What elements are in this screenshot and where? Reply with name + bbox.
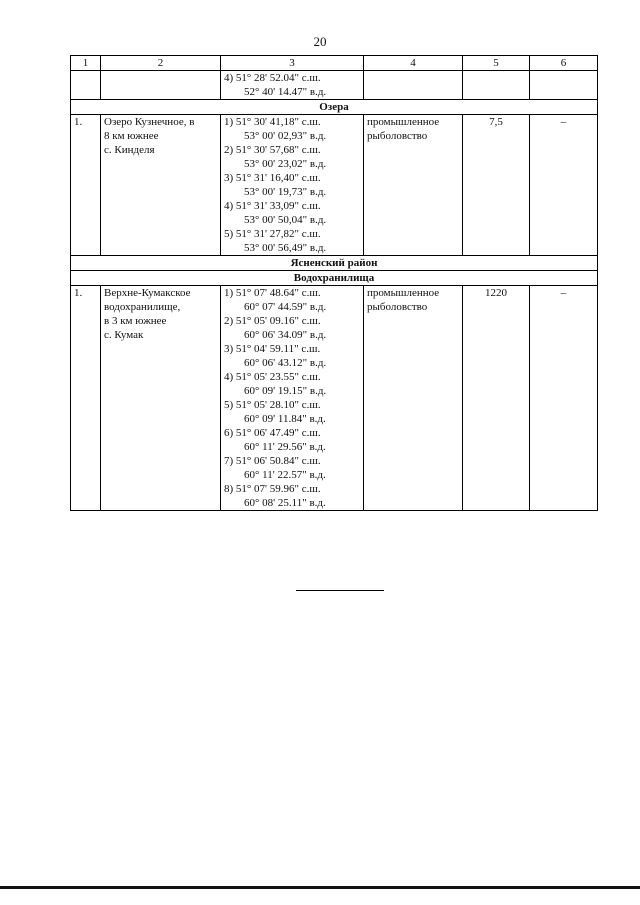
coordinate-point: 8) 51° 07' 59.96" с.ш. 60° 08' 25.11" в.д. bbox=[224, 483, 326, 509]
footer-rule bbox=[0, 886, 640, 889]
coordinate-point: 4) 51° 05' 23.55" с.ш. 60° 09' 19.15" в.д. bbox=[224, 371, 327, 397]
row-number: 1. bbox=[71, 115, 101, 256]
section-header-reservoirs: Водохранилища bbox=[71, 271, 598, 286]
section-header-row bbox=[71, 100, 598, 115]
water-body-name: Озеро Кузнечное, в 8 км южнее с. Кинделя bbox=[101, 115, 221, 256]
coordinate-point: 2) 51° 05' 09.16" с.ш. 60° 06' 34.09" в.д. bbox=[224, 315, 327, 341]
coordinate-point: 5) 51° 31' 27,82" с.ш. 53° 00' 56,49" в.д. bbox=[224, 228, 327, 254]
area-value: 1220 bbox=[463, 286, 530, 511]
end-divider bbox=[296, 590, 384, 591]
column-6-value: – bbox=[530, 286, 598, 511]
column-header: 2 bbox=[101, 56, 221, 71]
usage-type: промышленное рыболовство bbox=[364, 286, 463, 511]
longitude: 52° 40' 14.47" в.д. bbox=[244, 86, 327, 98]
column-number-row bbox=[71, 56, 598, 71]
usage-type: промышленное рыболовство bbox=[364, 115, 463, 256]
table-row bbox=[71, 286, 598, 511]
continuation-row bbox=[71, 71, 598, 100]
district-header-row bbox=[71, 256, 598, 271]
column-6-value: – bbox=[530, 115, 598, 256]
coordinates-cell bbox=[221, 71, 364, 100]
coordinate-point: 7) 51° 06' 50.84" с.ш. 60° 11' 22.57" в.д. bbox=[224, 455, 326, 481]
latitude: 4) 51° 28' 52.04" с.ш. bbox=[224, 72, 321, 84]
coordinate-point: 1) 51° 30' 41,18" с.ш. 53° 00' 02,93" в.д. bbox=[224, 116, 327, 142]
column-header: 5 bbox=[463, 56, 530, 71]
section-header-lakes: Озера bbox=[71, 100, 598, 115]
district-header: Ясненский район bbox=[71, 256, 598, 271]
coordinate-point: 4) 51° 31' 33,09" с.ш. 53° 00' 50,04" в.д. bbox=[224, 200, 327, 226]
coordinate-point: 3) 51° 04' 59.11" с.ш. 60° 06' 43.12" в.д. bbox=[224, 343, 327, 369]
row-number: 1. bbox=[71, 286, 101, 511]
area-value: 7,5 bbox=[463, 115, 530, 256]
column-header: 1 bbox=[71, 56, 101, 71]
coordinate-point: 1) 51° 07' 48.64" с.ш. 60° 07' 44.59" в.д. bbox=[224, 287, 327, 313]
water-bodies-table bbox=[70, 55, 598, 511]
coordinate-point bbox=[224, 71, 360, 99]
page-number: 20 bbox=[313, 34, 327, 49]
column-header: 4 bbox=[364, 56, 463, 71]
coordinates-cell bbox=[221, 115, 364, 256]
coordinates-cell bbox=[221, 286, 364, 511]
coordinate-point: 6) 51° 06' 47.49" с.ш. 60° 11' 29.56" в.д. bbox=[224, 427, 326, 453]
table-row bbox=[71, 115, 598, 256]
water-body-name: Верхне-Кумакское водохранилище, в 3 км южнее с. Кумак bbox=[101, 286, 221, 511]
section-header-row bbox=[71, 271, 598, 286]
coordinate-point: 3) 51° 31' 16,40" с.ш. 53° 00' 19,73" в.д. bbox=[224, 172, 327, 198]
column-header: 3 bbox=[221, 56, 364, 71]
coordinate-point: 5) 51° 05' 28.10" с.ш. 60° 09' 11.84" в.д. bbox=[224, 399, 326, 425]
coordinate-point: 2) 51° 30' 57,68" с.ш. 53° 00' 23,02" в.д. bbox=[224, 144, 327, 170]
column-header: 6 bbox=[530, 56, 598, 71]
